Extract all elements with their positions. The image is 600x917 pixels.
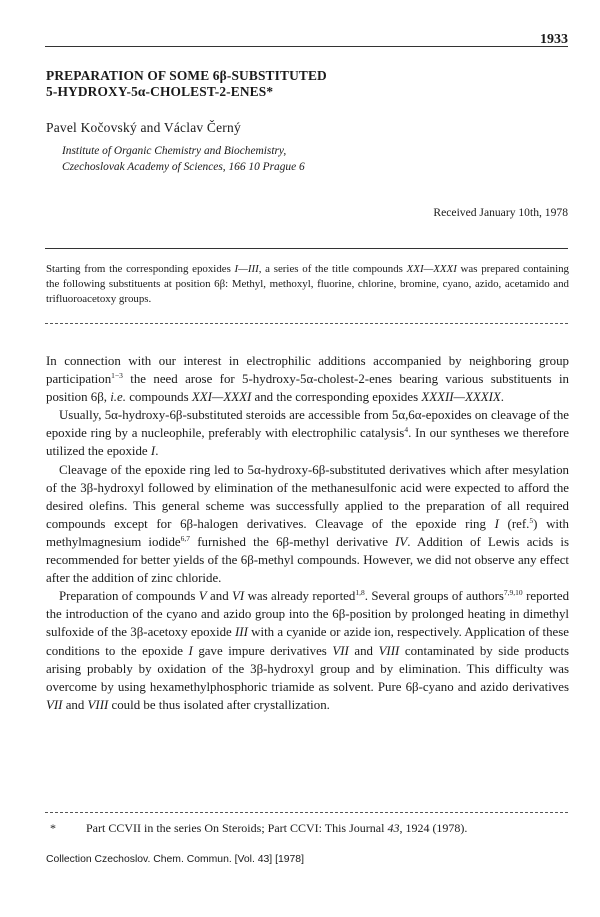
abstract-bottom-rule	[45, 323, 568, 324]
text-run: with a cyanide or azide ion, respectively. Application of these conditions to the epoxide	[46, 625, 569, 658]
text-run: and	[348, 643, 379, 658]
compound-ref: VIII	[87, 697, 109, 712]
authors: Pavel Kočovský and Václav Černý	[46, 120, 241, 135]
abstract-top-rule	[45, 248, 568, 249]
received-date: Received January 10th, 1978	[433, 206, 568, 219]
text-run: reported the introduction of the cyano and azido group into the 6β-position by prolonged heating in dimethyl sulfoxide of the 3β-acetoxy epoxide	[46, 589, 570, 640]
compound-ref: VII	[332, 643, 349, 658]
compound-ref: III	[235, 625, 248, 640]
text-run: gave impure derivatives	[192, 643, 333, 658]
paragraph	[46, 352, 569, 406]
italic-run: 43	[387, 821, 400, 835]
compound-ref: IV	[395, 534, 408, 549]
title-line: PREPARATION OF SOME 6β-SUBSTITUTED	[46, 68, 327, 83]
text-run: ) with methylmagnesium iodide	[46, 516, 569, 549]
paragraph	[46, 461, 569, 588]
text-run: Preparation of compounds	[59, 589, 199, 604]
text-run: , a series of the title compounds	[258, 263, 407, 275]
affiliation-line: Institute of Organic Chemistry and Biochemistry,	[62, 145, 287, 157]
compound-ref: I—III	[234, 263, 259, 275]
title-line: 5-HYDROXY-5α-CHOLEST-2-ENES*	[46, 84, 274, 99]
text-run: and the corresponding epoxides	[251, 390, 422, 405]
page-number: 1933	[540, 32, 568, 47]
compound-ref: I	[188, 643, 193, 658]
affiliation-line: Czechoslovak Academy of Sciences, 166 10 Prague 6	[62, 160, 305, 173]
text-run: Starting from the corresponding epoxides	[46, 263, 235, 275]
citation: 1−3	[111, 371, 123, 381]
journal-footer: Collection Czechoslov. Chem. Commun. [Vol. 43] [1978]	[46, 854, 304, 865]
text-run: . Several groups of authors	[364, 589, 504, 604]
compound-ref: I	[150, 444, 156, 459]
paragraph	[46, 406, 569, 460]
text-run: was prepared containing the following substituents at position 6β: Methyl, methoxyl, fluorine, chlorine, bromine, cyano, azido, acetamido and trifluoroacetoxy groups.	[46, 263, 569, 305]
compound-ref: XXXII—XXXIX	[421, 390, 501, 405]
compound-ref: V	[198, 589, 207, 604]
article-title	[46, 68, 546, 100]
footnote-mark: *	[50, 821, 56, 835]
body-text	[46, 352, 569, 714]
compound-ref: VII	[46, 697, 63, 712]
citation: 6,7	[180, 533, 191, 543]
affiliation	[62, 144, 305, 175]
text-run: Usually, 5α-hydroxy-6β-substituted steroids are accessible from 5α,6α-epoxides on cleavage of the epoxide ring by a nucleophile, preferably with electrophilic catalysis	[46, 408, 569, 441]
footnote	[50, 821, 570, 836]
text-run: and	[206, 589, 233, 604]
citation: 5	[529, 515, 534, 525]
compound-ref: XXI—XXXI	[406, 263, 457, 275]
text-run: Part CCVII in the series On Steroids; Part CCVI: This Journal	[86, 821, 388, 835]
paragraph	[46, 587, 569, 714]
header-rule	[45, 46, 568, 47]
text-run: , 1924 (1978).	[399, 821, 468, 835]
compound-ref: I	[494, 516, 499, 531]
text-run: compounds	[125, 390, 192, 405]
compound-ref: XXI—XXXI	[191, 390, 252, 405]
citation: 7,9,10	[503, 588, 523, 598]
text-run: .	[155, 444, 159, 459]
text-run: and	[62, 697, 88, 712]
text-run: (ref.	[498, 516, 530, 531]
text-run: .	[500, 390, 505, 405]
compound-ref: VIII	[378, 643, 400, 658]
text-run: the need arose for 5-hydroxy-5α-cholest-2-enes bearing various substituents in position 6β,	[46, 372, 569, 405]
abstract	[46, 262, 569, 307]
footnote-rule	[45, 812, 568, 813]
italic-run: i.e.	[110, 390, 126, 405]
compound-ref: VI	[232, 589, 245, 604]
text-run: . In our syntheses we therefore utilized the epoxide	[46, 426, 569, 459]
text-run: could be thus isolated after crystallization.	[108, 697, 330, 712]
text-run: In connection with our interest in electrophilic additions accompanied by neighboring group participation	[46, 354, 569, 387]
text-run: contaminated by side products arising probably by oxidation of the 3β-hydroxyl group and by elimination. This difficulty was overcome by using hexamethylphosphoric triamide as solvent. Pure 6β-cyano and azido derivatives	[46, 643, 570, 694]
citation: 4	[404, 425, 409, 435]
citation: 1,8	[355, 588, 365, 598]
text-run: Cleavage of the epoxide ring led to 5α-hydroxy-6β-substituted derivatives which after mesylation of the 3β-hydroxyl followed by elimination of the methanesulfonic acid were expected to afford the desired olefins. This general scheme was successfully applied to the preparation of all required compounds except for 6β-halogen derivatives. Cleavage of the epoxide ring	[46, 462, 569, 531]
text-run: . Addition of Lewis acids is recommended for better yields of the 6β-methyl compounds. However, we did not observe any effect after the addition of zinc chloride.	[46, 534, 569, 586]
text-run: was already reported	[244, 589, 356, 604]
text-run: furnished the 6β-methyl derivative	[190, 534, 396, 549]
